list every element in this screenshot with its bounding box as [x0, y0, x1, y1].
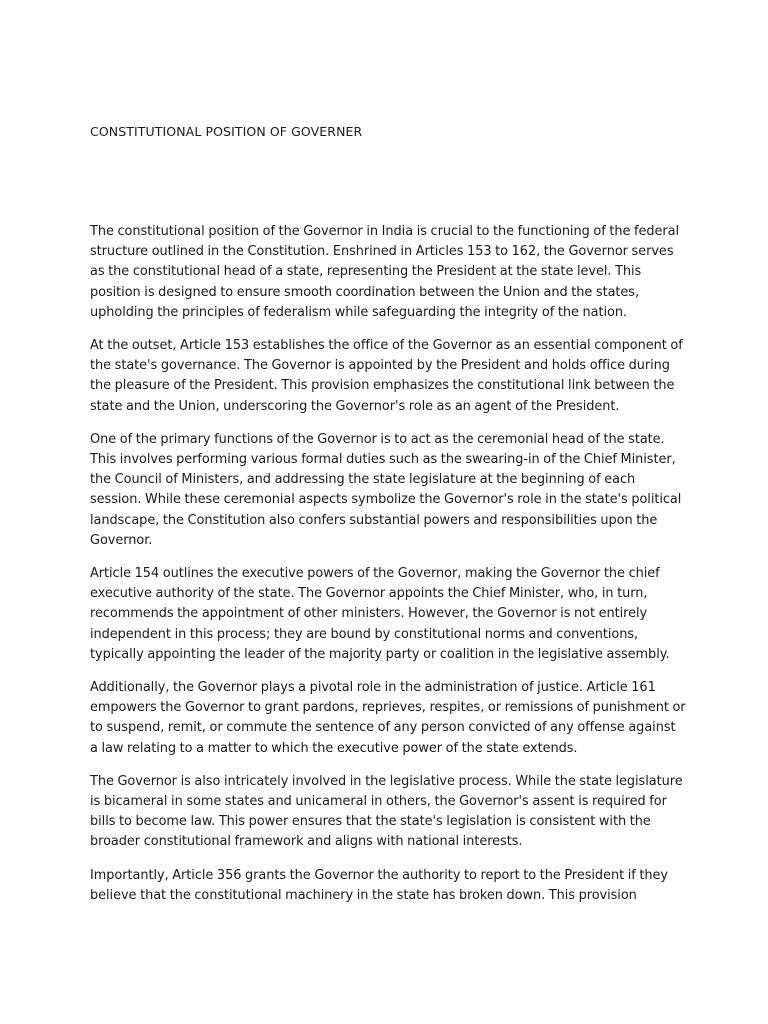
paragraph-6: The Governor is also intricately involved in the legislative process. While the state legislature is bicameral in some states and unicameral in others, the Governor's assent is required for bills to become law. This power ensures that the state's legislation is consistent with the broader constitutional framework and aligns with national interests.	[90, 773, 683, 850]
paragraph-4: Article 154 outlines the executive powers of the Governor, making the Governor the chief executive authority of the state. The Governor appoints the Chief Minister, who, in turn, recommends the appointment of other ministers. However, the Governor is not entirely independent in this process; they are bound by constitutional norms and conventions, typically appointing the leader of the majority party or coalition in the legislative assembly.	[90, 566, 670, 662]
paragraph-5: Additionally, the Governor plays a pivotal role in the administration of justice. Article 161 empowers the Governor to grant pardons, reprieves, respites, or remissions of punishment or to suspend, remit, or commute the sentence of any person convicted of any offense against a law relating to a matter to which the executive power of the state extends.	[90, 680, 686, 756]
document-title: CONSTITUTIONAL POSITION OF GOVERNER	[90, 124, 363, 139]
paragraph-2: At the outset, Article 153 establishes the office of the Governor as an essential component of the state's governance. The Governor is appointed by the President and holds office during the pleasure of the President. This provision emphasizes the constitutional link between the state and the Union, underscoring the Governor's role as an agent of the President.	[90, 338, 683, 414]
paragraph-3: One of the primary functions of the Governor is to act as the ceremonial head of the state. This involves performing various formal duties such as the swearing-in of the Chief Minister, the Council of Ministers, and addressing the state legislature at the beginning of each session. While these ceremonial aspects symbolize the Governor's role in the state's political landscape, the Constitution also confers substantial powers and responsibilities upon the Governor.	[90, 431, 682, 548]
document-page	[90, 0, 686, 1024]
document-body	[90, 222, 686, 919]
paragraph-7: Importantly, Article 356 grants the Governor the authority to report to the President if they believe that the constitutional machinery in the state has broken down. This provision	[90, 867, 668, 903]
paragraph-1: The constitutional position of the Governor in India is crucial to the functioning of the federal structure outlined in the Constitution. Enshrined in Articles 153 to 162, the Governor serves as the constitutional head of a state, representing the President at the state level. This position is designed to ensure smooth coordination between the Union and the states, upholding the principles of federalism while safeguarding the integrity of the nation.	[90, 224, 680, 320]
